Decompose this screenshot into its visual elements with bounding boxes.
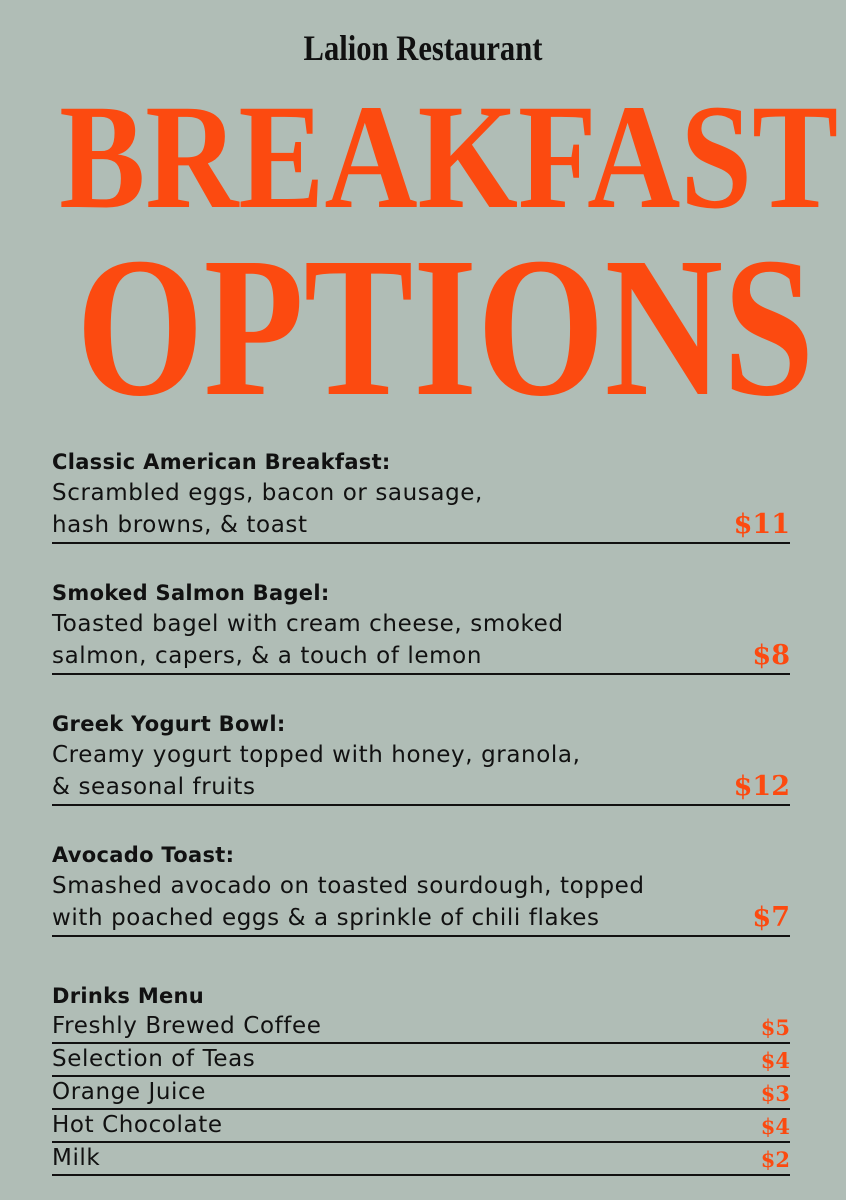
menu-item-price: $12 (733, 771, 790, 802)
drink-row (52, 1077, 790, 1110)
menu-item (52, 840, 790, 937)
menu-item (52, 447, 790, 544)
drink-name: Hot Chocolate (52, 1112, 223, 1138)
menu-item-name: Classic American Breakfast: (52, 450, 391, 474)
menu-item-price: $7 (752, 902, 790, 933)
menu-item-name: Avocado Toast: (52, 843, 235, 867)
menu-item-description-line2: salmon, capers, & a touch of lemon (52, 643, 483, 669)
drink-price: $4 (760, 1114, 790, 1139)
drink-name: Milk (52, 1145, 101, 1171)
menu-item-description-line1: Scrambled eggs, bacon or sausage, (52, 480, 483, 506)
drink-price: $3 (760, 1081, 790, 1106)
restaurant-name: Lalion Restaurant (303, 28, 543, 68)
headline-options: OPTIONS (76, 217, 815, 438)
headline-breakfast: BREAKFAST (59, 74, 839, 240)
menu-item-description-line2: with poached eggs & a sprinkle of chili flakes (52, 905, 600, 931)
menu-item-name: Smoked Salmon Bagel: (52, 581, 330, 605)
drink-price: $4 (760, 1048, 790, 1073)
menu-item-description-line2: hash browns, & toast (52, 512, 308, 538)
drinks-menu-title: Drinks Menu (52, 984, 205, 1008)
drink-name: Orange Juice (52, 1079, 207, 1105)
food-menu (52, 447, 790, 971)
menu-item (52, 578, 790, 675)
menu-item-description-line1: Creamy yogurt topped with honey, granola, (52, 742, 581, 768)
menu-item-name: Greek Yogurt Bowl: (52, 712, 286, 736)
drinks-menu (52, 981, 790, 1176)
drink-price: $5 (760, 1015, 790, 1040)
menu-item-price: $11 (733, 509, 790, 540)
drink-row (52, 1110, 790, 1143)
drink-name: Selection of Teas (52, 1046, 256, 1072)
menu-item (52, 709, 790, 806)
drink-price: $2 (760, 1147, 790, 1172)
drink-name: Freshly Brewed Coffee (52, 1013, 322, 1039)
menu-item-description-line1: Smashed avocado on toasted sourdough, topped (52, 873, 645, 899)
menu-item-description-line2: & seasonal fruits (52, 774, 256, 800)
drink-row (52, 1011, 790, 1044)
drink-row (52, 1143, 790, 1176)
menu-item-price: $8 (752, 640, 790, 671)
drink-row (52, 1044, 790, 1077)
menu-item-description-line1: Toasted bagel with cream cheese, smoked (52, 611, 564, 637)
